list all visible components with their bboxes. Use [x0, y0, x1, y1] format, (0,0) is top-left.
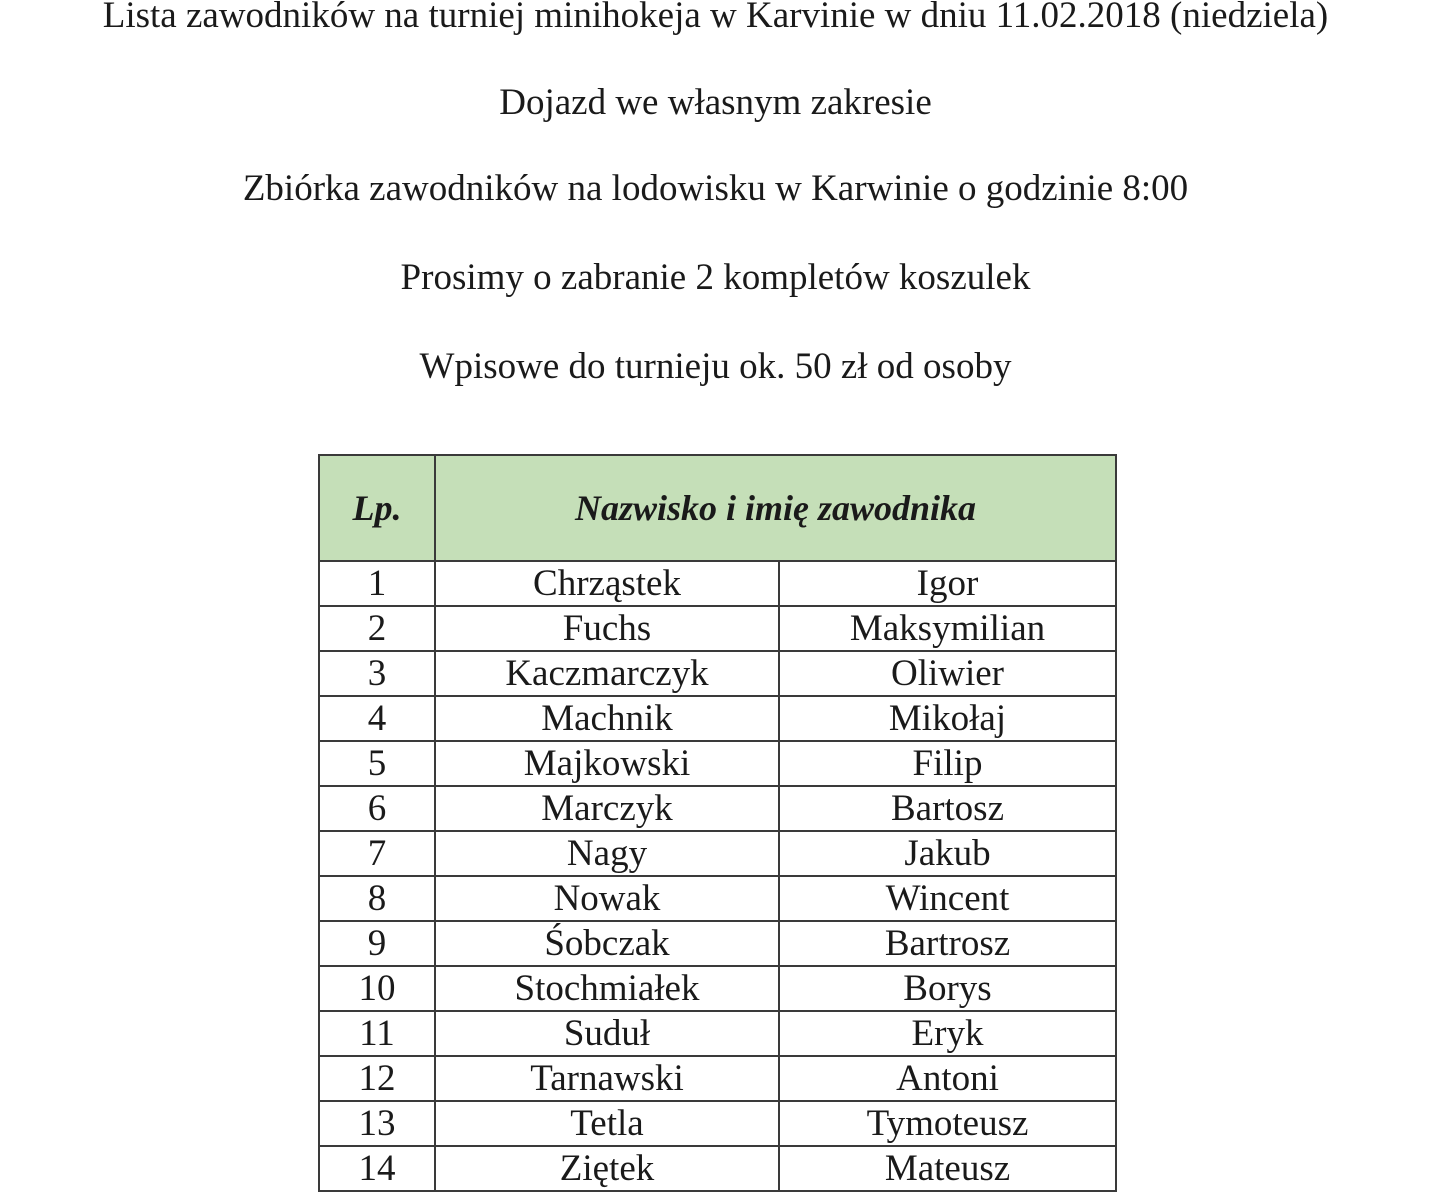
table-row [319, 561, 1116, 606]
row-number: 8 [319, 876, 435, 921]
player-surname: Suduł [435, 1011, 779, 1056]
players-table [318, 454, 1117, 1192]
player-surname: Nagy [435, 831, 779, 876]
player-surname: Stochmiałek [435, 966, 779, 1011]
table-row [319, 921, 1116, 966]
player-surname: Fuchs [435, 606, 779, 651]
player-first-name: Antoni [779, 1056, 1116, 1101]
table-row [319, 651, 1116, 696]
row-number: 1 [319, 561, 435, 606]
player-surname: Kaczmarczyk [435, 651, 779, 696]
player-first-name: Maksymilian [779, 606, 1116, 651]
player-first-name: Eryk [779, 1011, 1116, 1056]
player-first-name: Oliwier [779, 651, 1116, 696]
row-number: 6 [319, 786, 435, 831]
info-meeting: Zbiórka zawodników na lodowisku w Karwinie o godzinie 8:00 [242, 168, 1189, 209]
players-table-body [319, 561, 1116, 1191]
table-header-row [319, 455, 1116, 561]
info-fee: Wpisowe do turnieju ok. 50 zł od osoby [419, 346, 1012, 387]
player-surname: Tarnawski [435, 1056, 779, 1101]
player-first-name: Bartosz [779, 786, 1116, 831]
row-number: 2 [319, 606, 435, 651]
player-first-name: Igor [779, 561, 1116, 606]
row-number: 5 [319, 741, 435, 786]
player-first-name: Tymoteusz [779, 1101, 1116, 1146]
row-number: 11 [319, 1011, 435, 1056]
player-first-name: Filip [779, 741, 1116, 786]
row-number: 3 [319, 651, 435, 696]
table-row [319, 876, 1116, 921]
column-header-name: Nazwisko i imię zawodnika [435, 455, 1116, 561]
table-row [319, 696, 1116, 741]
row-number: 14 [319, 1146, 435, 1191]
info-transport: Dojazd we własnym zakresie [499, 82, 932, 123]
table-row [319, 786, 1116, 831]
table-row [319, 1011, 1116, 1056]
player-first-name: Borys [779, 966, 1116, 1011]
row-number: 10 [319, 966, 435, 1011]
row-number: 4 [319, 696, 435, 741]
player-surname: Marczyk [435, 786, 779, 831]
table-row [319, 1056, 1116, 1101]
row-number: 13 [319, 1101, 435, 1146]
table-row [319, 1146, 1116, 1191]
player-surname: Śobczak [435, 921, 779, 966]
row-number: 9 [319, 921, 435, 966]
table-row [319, 741, 1116, 786]
player-surname: Ziętek [435, 1146, 779, 1191]
player-first-name: Jakub [779, 831, 1116, 876]
player-surname: Nowak [435, 876, 779, 921]
player-surname: Machnik [435, 696, 779, 741]
player-first-name: Mateusz [779, 1146, 1116, 1191]
player-surname: Tetla [435, 1101, 779, 1146]
table-row [319, 966, 1116, 1011]
player-first-name: Wincent [779, 876, 1116, 921]
player-surname: Majkowski [435, 741, 779, 786]
column-header-lp: Lp. [319, 455, 435, 561]
player-surname: Chrząstek [435, 561, 779, 606]
player-first-name: Bartrosz [779, 921, 1116, 966]
table-row [319, 606, 1116, 651]
player-first-name: Mikołaj [779, 696, 1116, 741]
table-row [319, 831, 1116, 876]
info-jerseys: Prosimy o zabranie 2 kompletów koszulek [400, 257, 1031, 298]
table-row [319, 1101, 1116, 1146]
row-number: 12 [319, 1056, 435, 1101]
document-title: Lista zawodników na turniej minihokeja w Karvinie w dniu 11.02.2018 (niedziela) [102, 0, 1329, 36]
row-number: 7 [319, 831, 435, 876]
